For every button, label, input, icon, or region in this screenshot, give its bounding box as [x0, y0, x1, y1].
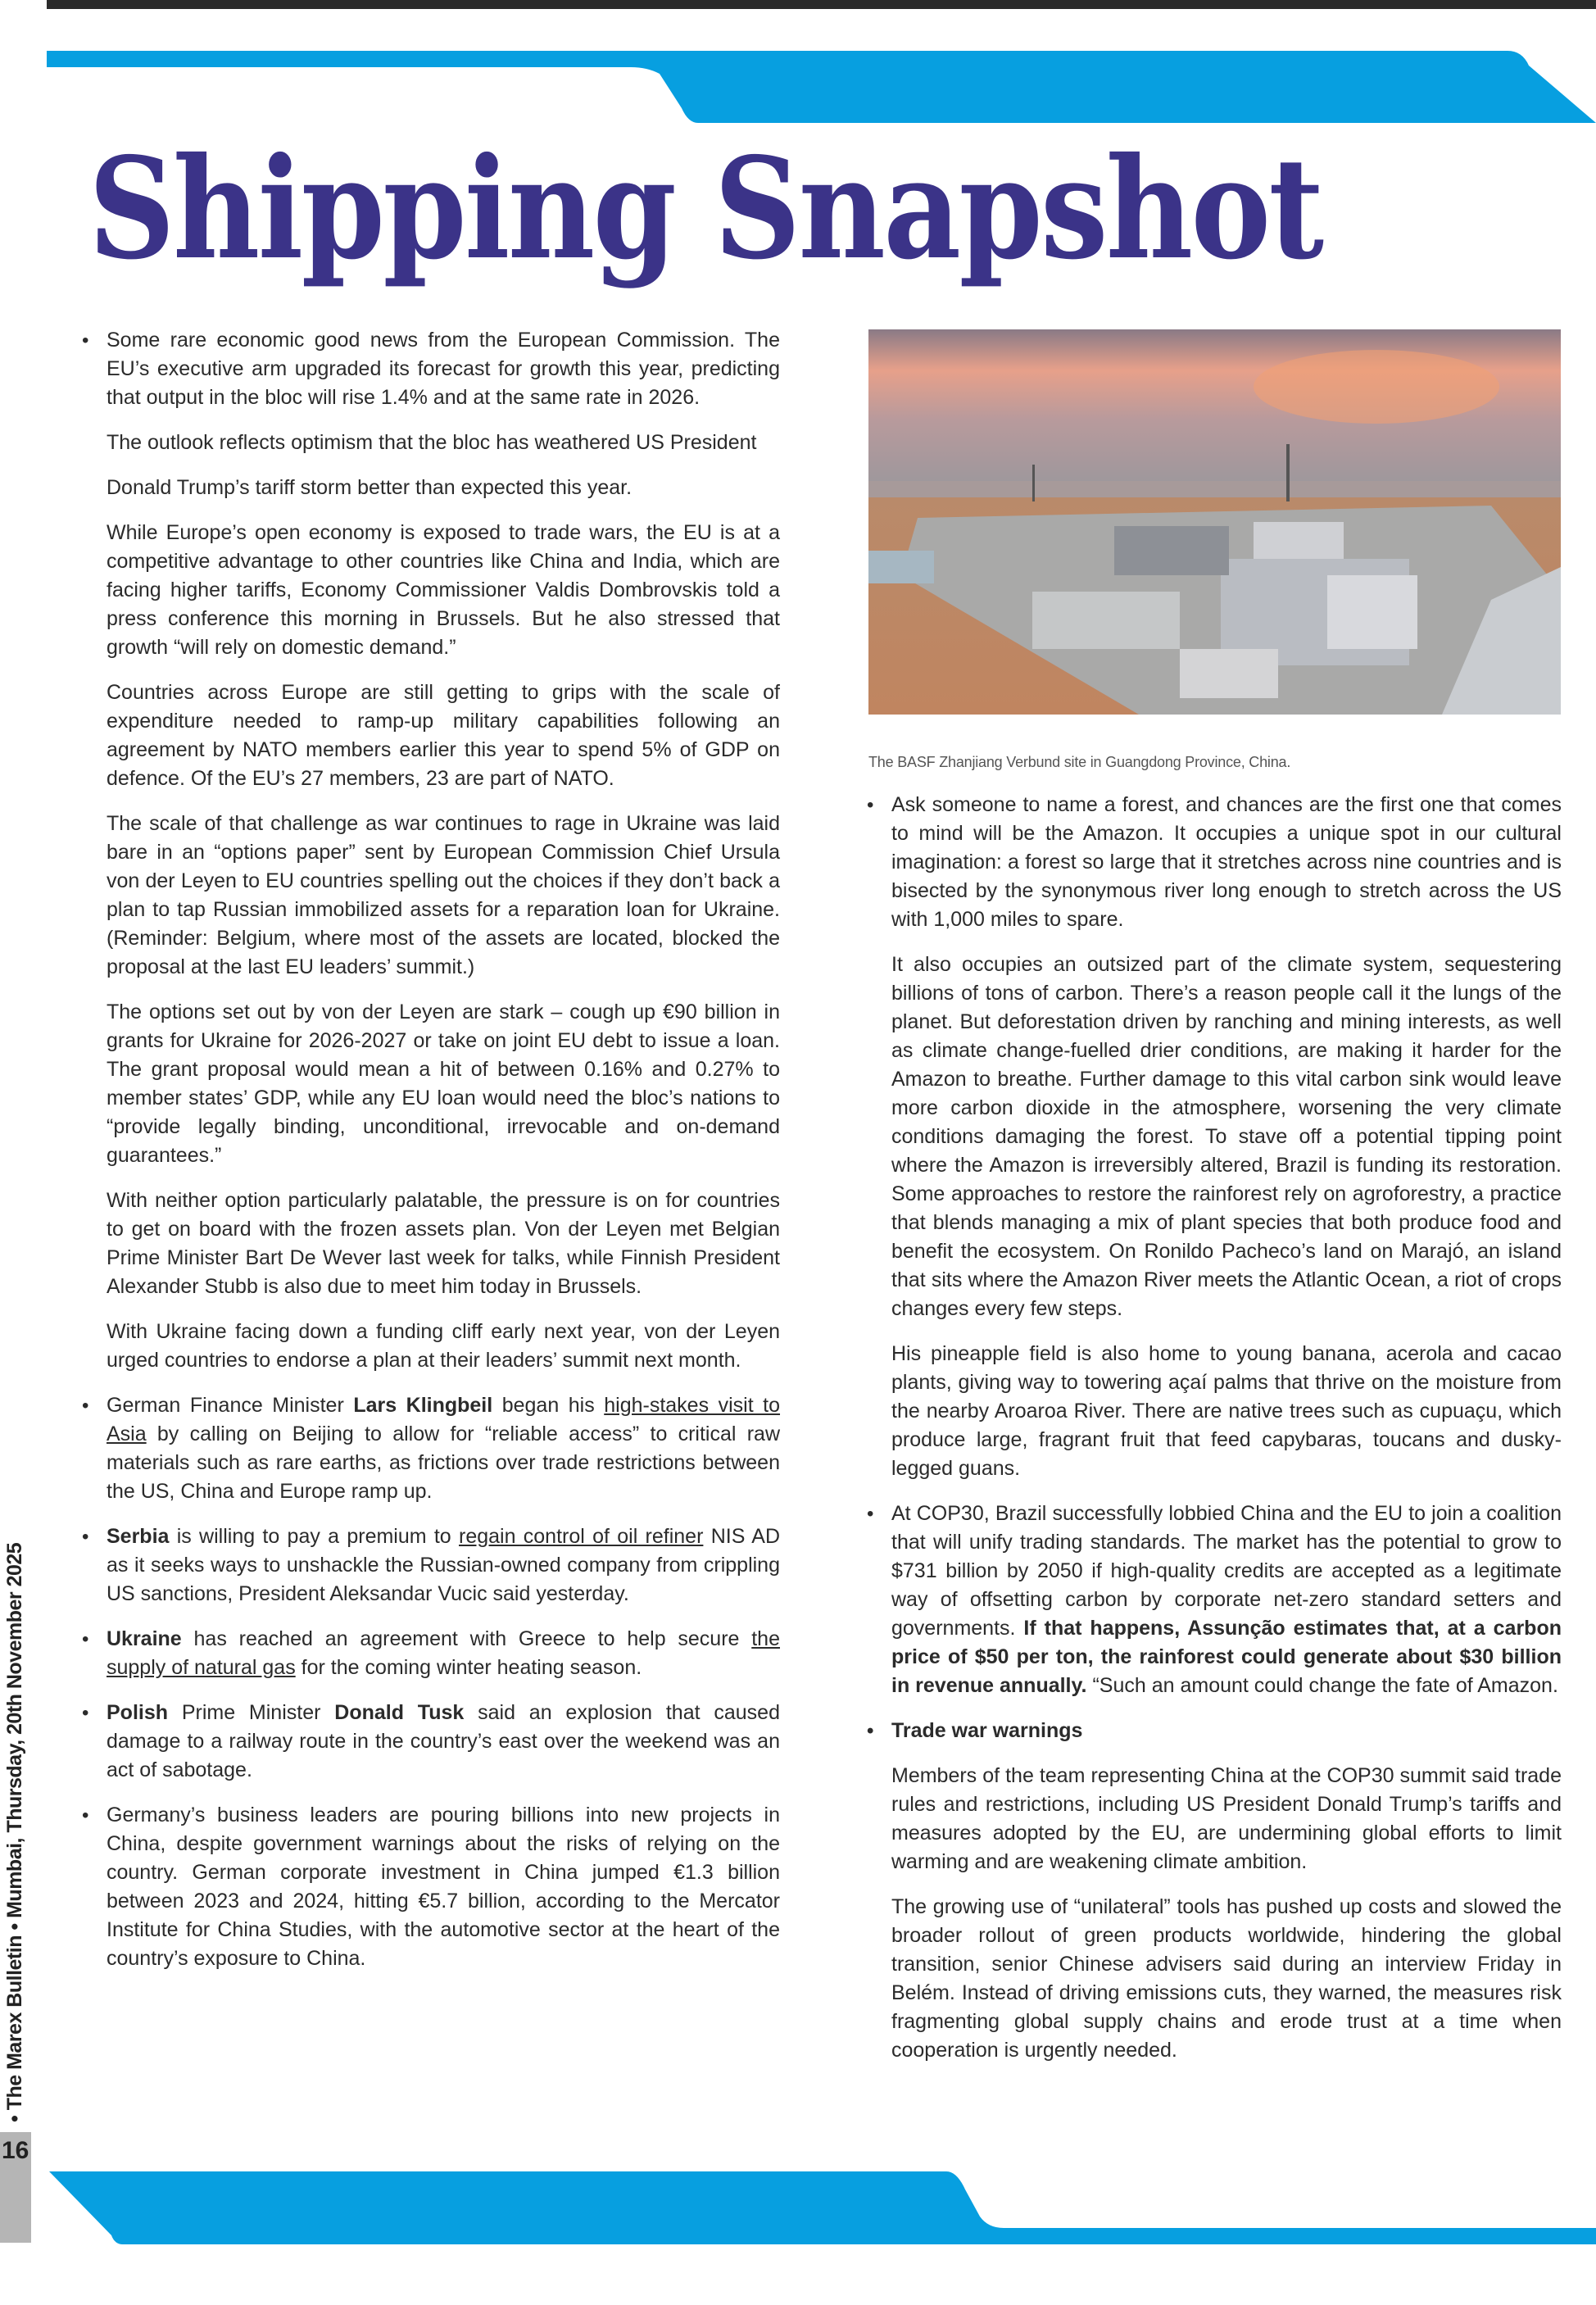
- paragraph: The outlook reflects optimism that the bloc has weathered US President: [107, 431, 757, 454]
- article-photo: [868, 329, 1561, 715]
- highlight-text: If that happens, Assunção estimates that, at a carbon price of $50 per ton, the rainforest could generate about $30 billion in revenue annually.: [891, 1617, 1562, 1697]
- news-item-germany-china: • Germany’s business leaders are pouring billions into new projects in China, despite government warnings about the risks of relying on the country. German corporate investment in China jumped €1.3 billion between 2023 and 2024, hitting €5.7 billion, according to the Mercator Institute for China Studies, with the automotive sector at the heart of the country’s exposure to China.: [107, 1801, 780, 1973]
- text: German Finance Minister: [107, 1394, 354, 1417]
- country-name: Ukraine: [107, 1627, 182, 1650]
- news-item-amazon: • Ask someone to name a forest, and chances are the first one that comes to mind will be the Amazon. It occupies a unique spot in our cultural imagination: a forest so large that it stretches across nine countries and is bisected by the synonymous river long enough to stretch across the US with 1,000 miles to spare.: [891, 791, 1562, 934]
- section-heading-trade-war: • Trade war warnings: [891, 1717, 1562, 1745]
- text: by calling on Beijing to allow for “reliable access” to critical raw materials such as rare earths, as frictions over trade restrictions between the US, China and Europe ramp up.: [107, 1422, 780, 1503]
- text: NIS AD as it seeks ways to unshackle the Russian-owned company from crippling US sanctions, President Aleksandar Vucic said yesterday.: [107, 1525, 780, 1605]
- paragraph: The scale of that challenge as war continues to rage in Ukraine was laid bare in an “options paper” sent by European Commission Chief Ursula von der Leyen to EU countries spelling out the choices if they don’t back a plan to tap Russian immobilized assets for a reparation loan for Ukraine. (Reminder: Belgium, where most of the assets are located, blocked the proposal at the last EU leaders’ summit.): [107, 812, 780, 978]
- text: has reached an agreement with Greece to help secure: [181, 1627, 752, 1650]
- news-item-klingbeil: [107, 1391, 780, 1506]
- paragraph: With neither option particularly palatable, the pressure is on for countries to get on board with the frozen assets plan. Von der Leyen met Belgian Prime Minister Bart De Wever last week for talks, while Finnish President Alexander Stubb is also due to meet him today in Brussels.: [107, 1189, 780, 1298]
- paragraph: While Europe’s open economy is exposed to trade wars, the EU is at a competitive advantage to other countries like China and India, which are facing higher tariffs, Economy Commissioner Valdis Dombrovskis told a press conference this morning in Brussels. But he also stressed that growth “will rely on domestic demand.”: [107, 521, 780, 659]
- text: Prime Minister: [168, 1701, 335, 1724]
- news-item-poland: [107, 1699, 780, 1785]
- page-title: Shipping Snapshot: [88, 127, 1322, 291]
- top-rule: [47, 0, 1596, 9]
- paragraph: Countries across Europe are still getting to grips with the scale of expenditure needed to ramp-up military capabilities following an agreement by NATO members earlier this year to spend 5% of GDP on defence. Of the EU’s 27 members, 23 are part of NATO.: [107, 681, 780, 790]
- text: “Such an amount could change the fate of Amazon.: [1086, 1674, 1558, 1697]
- paragraph: The growing use of “unilateral” tools has pushed up costs and slowed the broader rollout of green products worldwide, hindering the global transition, senior Chinese advisers said during an interview Friday in Belém. Instead of driving emissions cuts, they warned, the measures risk fragmenting global supply chains and erode trust at a time when cooperation is urgently needed.: [891, 1895, 1562, 2062]
- right-column: [891, 791, 1562, 2081]
- page-number: 16: [2, 2137, 29, 2164]
- text: for the coming winter heating season.: [295, 1656, 642, 1679]
- news-item-serbia: [107, 1522, 780, 1609]
- country-name: Polish: [107, 1701, 169, 1724]
- person-name: Lars Klingbeil: [353, 1394, 493, 1417]
- footer-band: [49, 2171, 1596, 2244]
- text: At COP30, Brazil successfully lobbied China and the EU to join a coalition that will unify trading standards. The market has the potential to grow to $731 billion by 2050 if high-quality credits are accepted as a legitimate way of offsetting carbon by corporate net-zero standard setters and governments.: [891, 1502, 1562, 1640]
- industrial-site-image: [868, 329, 1561, 715]
- news-item-eu-forecast: • Some rare economic good news from the European Commission. The EU’s executive arm upgraded its forecast for growth this year, predicting that output in the bloc will rise 1.4% and at the same rate in 2026.: [107, 326, 780, 412]
- photo-caption: The BASF Zhanjiang Verbund site in Guangdong Province, China.: [868, 754, 1291, 770]
- text: said an explosion that caused damage to a railway route in the country’s east over the weekend was an act of sabotage.: [107, 1701, 780, 1781]
- text: is willing to pay a premium to: [169, 1525, 459, 1548]
- paragraph: His pineapple field is also home to young banana, acerola and cacao plants, giving way to towering açaí palms that thrive on the moisture from the nearby Aroaroa River. There are native trees such as cupuaçu, which produce large, fragrant fruit that feed capybaras, toucans and dusky-legged guans.: [891, 1342, 1562, 1480]
- publication-dateline: • The Marex Bulletin • Mumbai, Thursday, 20th November 2025: [3, 1542, 26, 2122]
- paragraph: Donald Trump’s tariff storm better than expected this year.: [107, 476, 633, 499]
- left-column: [107, 326, 780, 1990]
- paragraph: With Ukraine facing down a funding cliff early next year, von der Leyen urged countries to endorse a plan at their leaders’ summit next month.: [107, 1320, 780, 1372]
- paragraph: It also occupies an outsized part of the climate system, sequestering billions of tons of carbon. There’s a reason people call it the lungs of the planet. But deforestation driven by ranching and mining interests, as well as climate change-fuelled drier conditions, are making it harder for the Amazon to breathe. Further damage to this vital carbon sink would leave more carbon dioxide in the atmosphere, worsening the very climate conditions damaging the forest. To stave off a potential tipping point where the Amazon is irreversibly altered, Brazil is funding its restoration. Some approaches to restore the rainforest rely on agroforestry, a practice that blends managing a mix of plant species that both produce food and benefit the ecosystem. On Ronildo Pacheco’s land on Marajó, an island that sits where the Amazon River meets the Atlantic Ocean, a riot of crops changes every few steps.: [891, 953, 1562, 1320]
- link-high-stakes-visit[interactable]: high-stakes visit to Asia: [107, 1394, 781, 1445]
- text: began his: [492, 1394, 605, 1417]
- person-name: Donald Tusk: [334, 1701, 465, 1724]
- link-natural-gas[interactable]: the supply of natural gas: [107, 1627, 780, 1679]
- country-name: Serbia: [107, 1525, 170, 1548]
- paragraph: The options set out by von der Leyen are stark – cough up €90 billion in grants for Ukraine for 2026-2027 or take on joint EU debt to issue a loan. The grant proposal would mean a hit of between 0.16% and 0.27% to member states’ GDP, while any EU loan would need the bloc’s nations to “provide legally binding, unconditional, irrevocable and on-demand guarantees.”: [107, 1000, 780, 1167]
- paragraph: Members of the team representing China at the COP30 summit said trade rules and restrictions, including US President Donald Trump’s tariffs and measures adopted by the EU, are undermining global efforts to limit warming and are weakening climate ambition.: [891, 1764, 1562, 1873]
- news-item-cop30: [891, 1500, 1562, 1700]
- header-band: [47, 51, 1596, 123]
- link-oil-refiner[interactable]: regain control of oil refiner: [459, 1525, 704, 1548]
- news-item-ukraine: [107, 1625, 780, 1682]
